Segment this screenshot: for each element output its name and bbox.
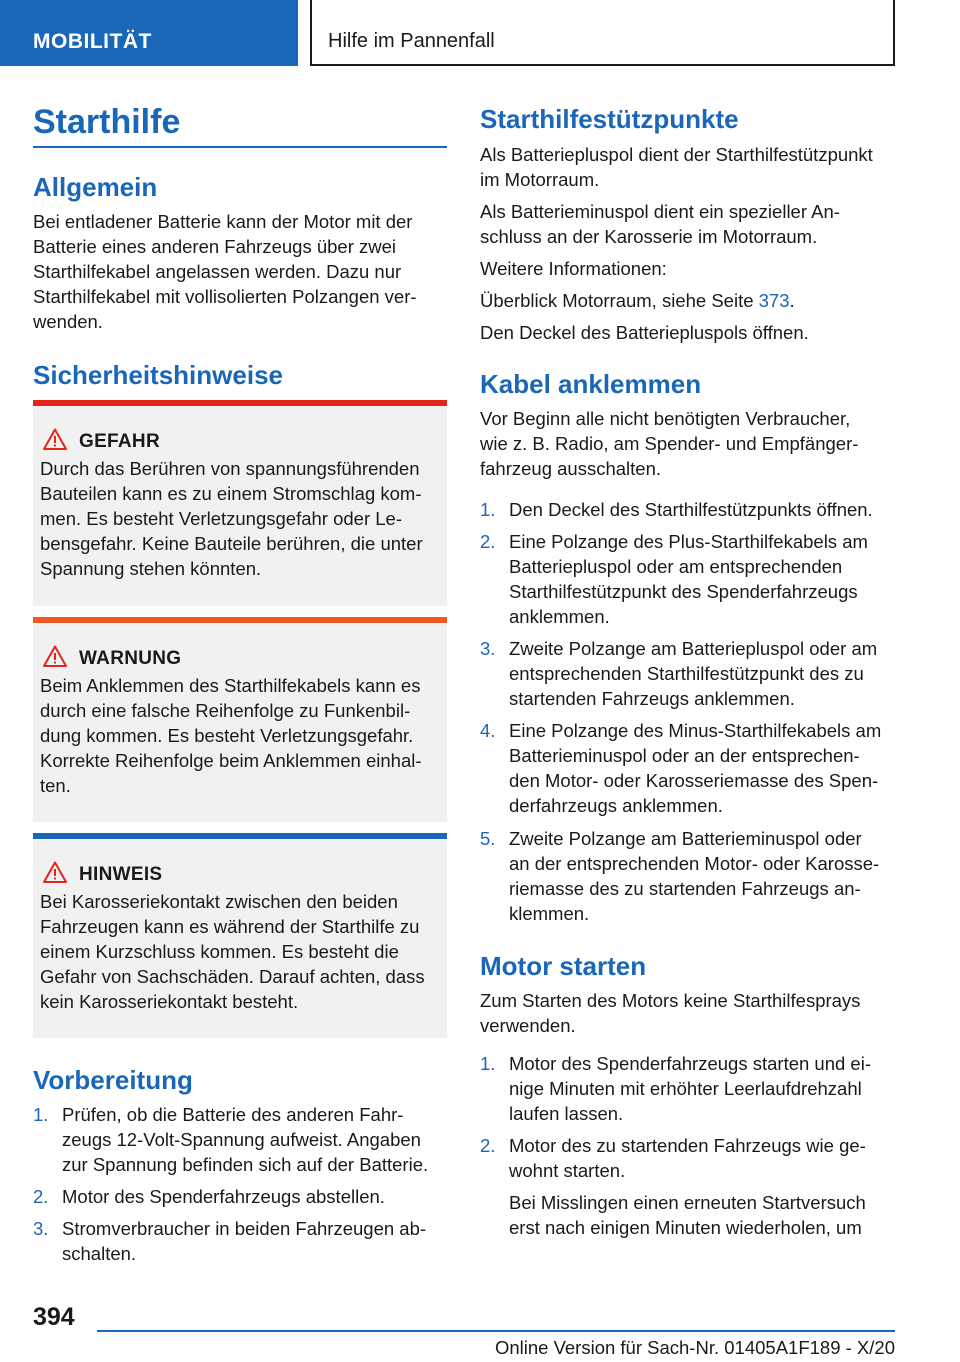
notice-bar [33,833,447,839]
warning-triangle-icon [43,428,67,450]
warning-triangle-icon [43,861,67,883]
footer-rule [97,1330,895,1332]
page-number: 394 [33,1303,75,1331]
paragraph-allgemein: Bei entladener Batterie kann der Motor mit der Batterie eines anderen Fahrzeugs über zwei Starthilfekabel angelassen werden. Dazu nur Starthilfekabel mit vollisolierten Polzangen ver- wenden. [33,211,417,332]
notice-body: Durch das Berühren von spannungsführenden Bauteilen kann es zu einem Stromschlag kom- men. Es besteht Verletzungsgefahr oder Le- bensgefahr. Keine Bauteile berühren, die unter Spannung stehen könnten. [40,458,423,579]
page-title: Starthilfe [33,103,181,141]
notice-warnung [33,617,447,822]
paragraph: Als Batteriepluspol dient der Starthilfestützpunkt im Motorraum. [480,144,873,190]
section-label: MOBILITÄT [0,0,298,66]
notice-bar [33,617,447,623]
heading-starthilfestuetzpunkte: Starthilfestützpunkte [480,104,739,134]
paragraph-reference: Überblick Motorraum, siehe Seite 373. [480,290,795,311]
heading-vorbereitung: Vorbereitung [33,1065,193,1095]
heading-kabel-anklemmen: Kabel anklemmen [480,369,702,399]
notice-body: Beim Anklemmen des Starthilfekabels kann es durch eine falsche Reihenfolge zu Funkenbil- dung kommen. Es besteht Verletzungsgefahr. Korrekte Reihenfolge beim Anklemmen einhal- ten. [40,675,422,796]
paragraph: Vor Beginn alle nicht benötigten Verbraucher, wie z. B. Radio, am Spender- und Empfänger- fahrzeug ausschalten. [480,408,859,479]
paragraph-note: Bei Misslingen einen erneuten Startversuch erst nach einigen Minuten wiederholen, um [509,1192,866,1238]
notice-body: Bei Karosseriekontakt zwischen den beiden Fahrzeugen kann es während der Starthilfe zu einem Kurzschluss kommen. Es besteht die Gefahr von Sachschäden. Darauf achten, dass kein Karosseriekontakt besteht. [40,891,425,1012]
notice-hinweis [33,833,447,1038]
chapter-label: Hilfe im Pannenfall [310,0,895,66]
page-header [0,0,960,66]
footer-version: Online Version für Sach-Nr. 01405A1F189 - X/20 [494,1337,895,1358]
notice-title: WARNUNG [79,648,182,669]
paragraph: Weitere Informationen: [480,258,667,279]
heading-allgemein: Allgemein [33,172,158,202]
notice-title: HINWEIS [79,864,163,885]
title-rule [33,146,447,148]
paragraph: Den Deckel des Batteriepluspols öffnen. [480,322,809,343]
notice-bar [33,400,447,406]
notice-gefahr [33,400,447,606]
heading-motor-starten: Motor starten [480,951,647,981]
warning-triangle-icon [43,645,67,667]
paragraph: Als Batterieminuspol dient ein spezieller An- schluss an der Karosserie im Motorraum. [480,201,840,247]
page-link[interactable]: 373 [758,290,790,311]
paragraph: Zum Starten des Motors keine Starthilfesprays verwenden. [480,990,861,1036]
notice-title: GEFAHR [79,431,160,452]
heading-sicherheitshinweise: Sicherheitshinweise [33,360,283,390]
